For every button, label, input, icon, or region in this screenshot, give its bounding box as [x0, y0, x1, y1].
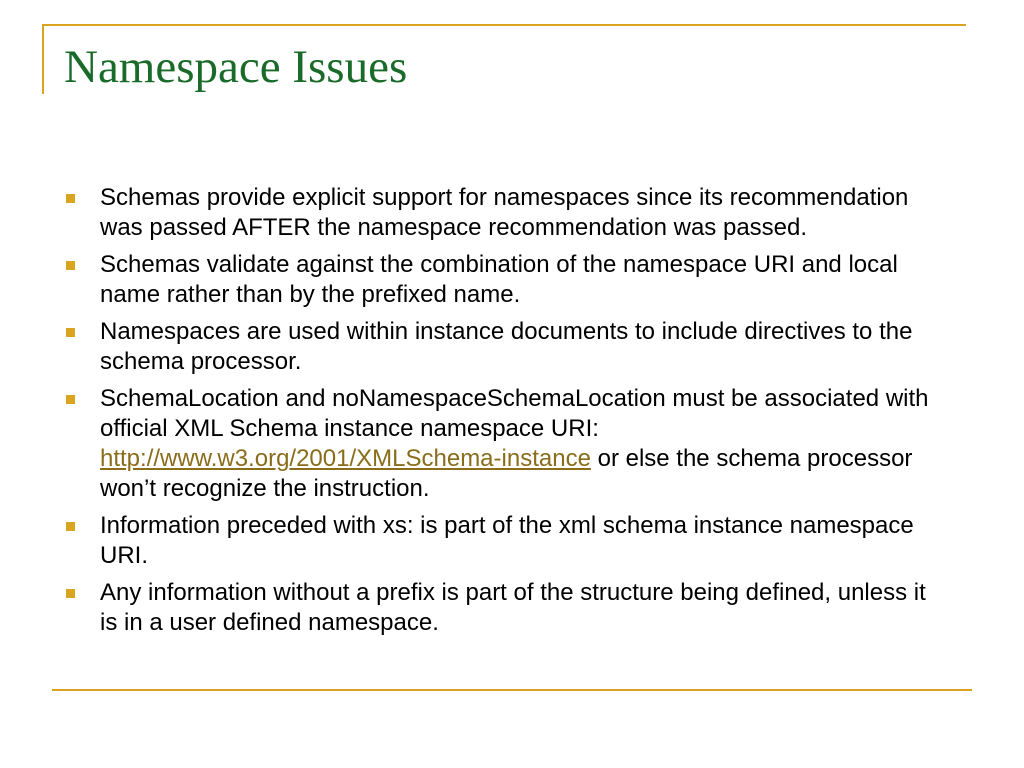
square-bullet-icon [66, 589, 75, 598]
bullet-item [66, 511, 946, 571]
square-bullet-icon [66, 194, 75, 203]
bullet-text: Information preceded with xs: is part of the xml schema instance namespace URI. [100, 512, 914, 569]
bullet-text: Any information without a prefix is part of the structure being defined, unless it is in a user defined namespace. [100, 579, 926, 636]
bullet-list [66, 183, 946, 645]
bullet-item [66, 183, 946, 243]
square-bullet-icon [66, 261, 75, 270]
frame-bottom-rule [52, 689, 972, 691]
bullet-text-before-link: SchemaLocation and noNamespaceSchemaLocation must be associated with official XML Schema instance namespace URI: [100, 385, 929, 442]
bullet-text-after-link: or else the schema processor won’t recognize the instruction. [100, 445, 913, 502]
frame-top-rule [42, 24, 966, 26]
square-bullet-icon [66, 522, 75, 531]
bullet-item [66, 384, 946, 504]
bullet-item [66, 317, 946, 377]
bullet-text: Schemas validate against the combination of the namespace URI and local name rather than by the prefixed name. [100, 251, 898, 308]
square-bullet-icon [66, 395, 75, 404]
schema-instance-link[interactable]: http://www.w3.org/2001/XMLSchema-instance [100, 445, 591, 472]
bullet-item [66, 250, 946, 310]
square-bullet-icon [66, 328, 75, 337]
bullet-text: Namespaces are used within instance documents to include directives to the schema processor. [100, 318, 913, 375]
slide-title: Namespace Issues [64, 41, 408, 93]
frame-left-rule [42, 24, 44, 94]
bullet-text: Schemas provide explicit support for namespaces since its recommendation was passed AFTER the namespace recommendation was passed. [100, 184, 909, 241]
bullet-item [66, 578, 946, 638]
